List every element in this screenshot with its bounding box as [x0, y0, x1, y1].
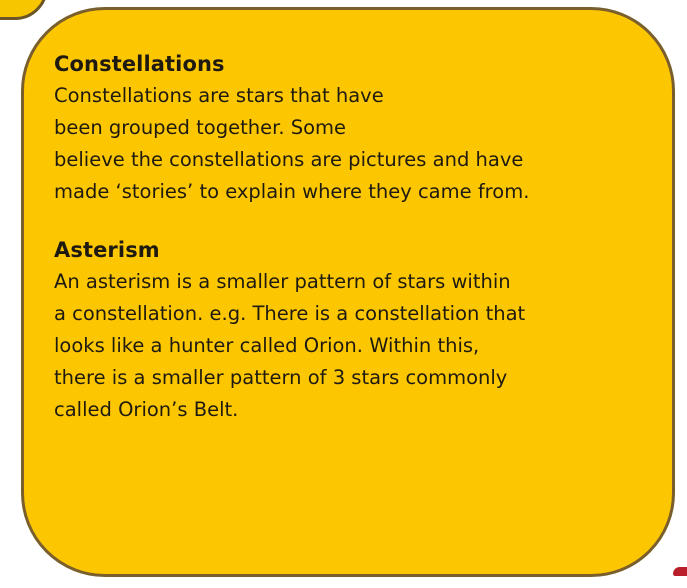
- constellations-line-2: been grouped together. Some: [54, 116, 347, 139]
- asterism-text: [54, 266, 642, 426]
- constellations-section: [54, 50, 642, 208]
- asterism-line-3: looks like a hunter called Orion. Within this,: [54, 334, 480, 357]
- asterism-line-4: there is a smaller pattern of 3 stars commonly: [54, 366, 508, 389]
- asterism-line-5: called Orion’s Belt.: [54, 398, 239, 421]
- constellations-line-1: Constellations are stars that have: [54, 84, 384, 107]
- asterism-section: [54, 236, 642, 426]
- asterism-heading: Asterism: [54, 238, 160, 262]
- constellations-line-4: made ‘stories’ to explain where they came from.: [54, 180, 530, 203]
- corner-decoration: [0, 0, 48, 20]
- edge-decoration: [673, 567, 687, 576]
- constellations-heading: Constellations: [54, 52, 225, 76]
- constellations-line-3: believe the constellations are pictures and have: [54, 148, 524, 171]
- asterism-line-1: An asterism is a smaller pattern of stars within: [54, 270, 511, 293]
- info-card: [21, 7, 675, 577]
- section-spacer: [54, 208, 642, 236]
- constellations-text: [54, 80, 642, 208]
- asterism-line-2: a constellation. e.g. There is a constellation that: [54, 302, 526, 325]
